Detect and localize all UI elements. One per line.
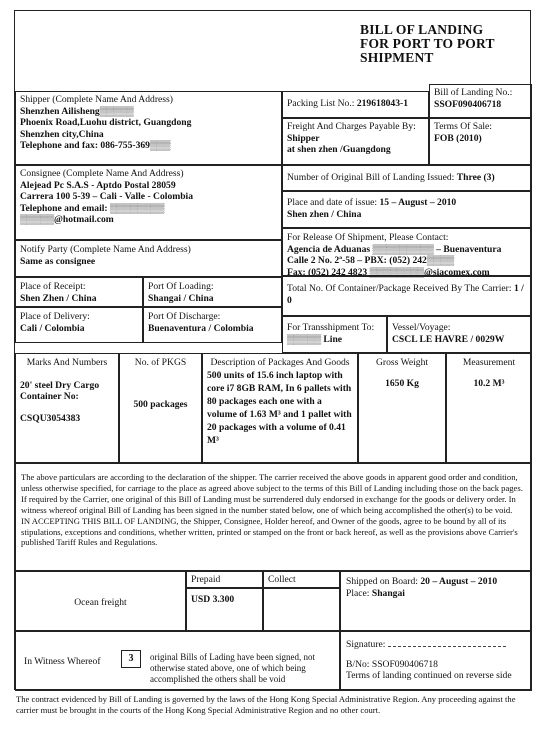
discharge-label: Port Of Discharge: [148, 311, 221, 322]
collect-label: Collect [268, 574, 296, 585]
freight-payable-line1: Shipper [287, 132, 320, 144]
shipped-place-label: Place: [346, 587, 370, 599]
weight-value: 1650 Kg [385, 377, 419, 389]
vessel-box [387, 316, 532, 353]
ocean-freight-label: Ocean freight [74, 597, 127, 608]
prepaid-value: USD 3.300 [191, 594, 235, 605]
terms-of-sale-value: FOB (2010) [434, 132, 482, 144]
packing-list-box [282, 91, 429, 118]
shipper-box [15, 91, 282, 165]
consignee-line3: Telephone and email: ▒▒▒▒▒▒▒▒ [20, 202, 165, 214]
pkgs-header: No. of PKGS [134, 357, 187, 368]
freight-payable-label: Freight And Charges Payable By: [287, 121, 416, 132]
weight-header: Gross Weight [375, 357, 429, 368]
original-bl-value: Three (3) [456, 172, 495, 183]
total-containers-value: 1 / 0 [287, 283, 524, 306]
port-of-loading-box [143, 277, 282, 307]
witness-box [15, 631, 340, 691]
measurement-column [446, 353, 532, 463]
prepaid-cell [186, 588, 263, 631]
transshipment-box [282, 316, 387, 353]
release-label: For Release Of Shipment, Please Contact: [287, 232, 449, 243]
terms-box [15, 463, 532, 571]
vessel-value: CSCL LE HAVRE / 0029W [392, 333, 505, 345]
place-of-delivery-box [15, 307, 143, 343]
vessel-label: Vessel/Voyage: [392, 322, 451, 333]
measurement-value: 10.2 M³ [473, 377, 505, 389]
footer-text: The contract evidenced by Bill of Landing is governed by the laws of the Hong Kong Special Administrative Region. Any proceeding against the carrier must be brought in the courts of the Hong Kong Special Administrative Region and no other court. [16, 694, 516, 715]
shipper-line1: Shenzhen Ailisheng▒▒▒▒▒ [20, 105, 134, 117]
release-line2: Calle 2 No. 2ª-58 – PBX: (052) 242▒▒▒▒ [287, 255, 455, 266]
consignee-line2: Carrera 100 5-39 – Cali - Valle - Colombia [20, 191, 194, 202]
terms-of-sale-label: Terms Of Sale: [434, 121, 492, 132]
original-bl-label: Number of Original Bill of Landing Issued: [287, 172, 455, 183]
description-column [202, 353, 358, 463]
packing-list-value: 219618043-1 [356, 98, 408, 109]
loading-label: Port Of Loading: [148, 281, 214, 292]
place-of-receipt-box [15, 277, 143, 307]
freight-payable-box [282, 118, 429, 165]
consignee-label: Consignee (Complete Name And Address) [20, 168, 184, 179]
consignee-box [15, 165, 282, 240]
marks-line2: Container No: [20, 391, 79, 402]
prepaid-header [186, 571, 263, 588]
receipt-label: Place of Receipt: [20, 281, 86, 292]
transshipment-value: ▒▒▒▒▒ Line [287, 333, 343, 345]
marks-column [15, 353, 119, 463]
signature-box [340, 631, 532, 691]
place-date-value: 15 – August – 2010 [379, 197, 457, 208]
measurement-header: Measurement [462, 357, 516, 368]
witness-label: In Witness Whereof [24, 656, 101, 667]
shipper-line4: Telephone and fax: 086-755-369▒▒▒ [20, 140, 171, 151]
description-value: 500 units of 15.6 inch laptop with core i7 8GB RAM, In 6 pallets with 80 packages each one with a volume of 1.63 M³ and 1 pallet with 20 packages with a volume of 0.41 M³ [207, 369, 352, 446]
bill-of-lading [14, 10, 531, 690]
signature-bno: B/No: SSOF090406718 [346, 658, 438, 670]
shipper-line3: Shenzhen city,China [20, 128, 104, 140]
prepaid-label: Prepaid [191, 574, 221, 585]
signature-line [388, 638, 506, 647]
bl-number-box [429, 84, 532, 118]
release-box [282, 228, 532, 276]
collect-header [263, 571, 340, 588]
pkgs-value: 500 packages [133, 398, 188, 410]
description-header: Description of Packages And Goods [210, 357, 350, 368]
notify-party-box [15, 240, 282, 277]
release-line3: Fax: (052) 242 4823 ▒▒▒▒▒▒▒▒@siacomex.com [287, 266, 490, 278]
signature-continued: Terms of landing continued on reverse side [346, 670, 512, 681]
weight-column [358, 353, 446, 463]
terms-paragraph-1: The above particulars are according to the declaration of the shipper. The carrier received the above goods in apparent good order and condition, unless otherwise specified, for carriage to the place as agreed above subject to the terms of this Bill of Landing including those on the back pages. If required by the Carrier, one original of this Bill of Landing must be surrendered duly endorsed in exchange for the goods or delivery order. In witness whereof original Bill of Landing has been signed in the number stated below, one of which being accomplished the other(s) to be void. [21, 472, 523, 515]
collect-cell [263, 588, 340, 631]
witness-count: 3 [121, 650, 141, 668]
place-date-box [282, 191, 532, 228]
receipt-value: Shen Zhen / China [20, 292, 97, 304]
total-containers-box [282, 276, 532, 316]
consignee-line1: Alejead Pc S.A.S - Aptdo Postal 28059 [20, 179, 176, 191]
signature-label: Signature: [346, 639, 386, 650]
freight-payable-line2: at shen zhen /Guangdong [287, 144, 391, 155]
place-date-label: Place and date of issue: [287, 197, 378, 208]
terms-paragraph-2: IN ACCEPTING THIS BILL OF LANDING, the Shipper, Consignee, Holder hereof, and Owner of the goods, agree to be bound by all of its stipulations, exceptions and conditions, whether written, printed or stamped on the front or back hereof, as well as the provisions above Carrier's published Tariff Rules and Regulations. [21, 515, 518, 548]
terms-of-sale-box [429, 118, 532, 165]
witness-text: original Bills of Lading have been signed, not otherwise stated above, one of which being accomplished the others shall be void [150, 652, 315, 684]
transshipment-label: For Transshipment To: [287, 322, 375, 333]
bl-number-value: SSOF090406718 [434, 98, 502, 110]
place-date-line2: Shen zhen / China [287, 208, 362, 220]
notify-label: Notify Party (Complete Name And Address) [20, 244, 191, 255]
shipped-on-board-box [340, 571, 532, 631]
shipped-value: 20 – August – 2010 [420, 576, 498, 587]
bl-number-label: Bill of Landing No.: [434, 87, 513, 98]
total-containers-label: Total No. Of Container/Package Received By The Carrier: [287, 283, 512, 294]
shipped-label: Shipped on Board: [346, 576, 418, 587]
loading-value: Shangai / China [148, 292, 214, 304]
original-bl-box [282, 165, 532, 191]
shipper-label: Shipper (Complete Name And Address) [20, 94, 173, 105]
marks-line1: 20' steel Dry Cargo [20, 379, 100, 391]
pkgs-column [119, 353, 202, 463]
shipped-place-value: Shangai [371, 587, 405, 599]
shipper-line2: Phoenix Road,Luohu district, Guangdong [20, 117, 192, 128]
consignee-line4: ▒▒▒▒▒@hotmail.com [20, 214, 114, 225]
port-of-discharge-box [143, 307, 282, 343]
notify-value: Same as consignee [20, 255, 96, 267]
document-title: BILL OF LANDING FOR PORT TO PORT SHIPMENT [360, 22, 495, 65]
marks-line3: CSQU3054383 [20, 412, 81, 424]
release-line1: Agencia de Aduanas ▒▒▒▒▒▒▒▒▒ – Buenaventura [287, 243, 502, 255]
packing-list-label: Packing List No.: [287, 98, 355, 109]
discharge-value: Buenaventura / Colombia [148, 322, 254, 334]
marks-header: Marks And Numbers [26, 357, 108, 368]
delivery-label: Place of Delivery: [20, 311, 90, 322]
ocean-freight-box [15, 571, 186, 631]
witness-count-box [121, 650, 141, 668]
delivery-value: Cali / Colombia [20, 322, 85, 334]
